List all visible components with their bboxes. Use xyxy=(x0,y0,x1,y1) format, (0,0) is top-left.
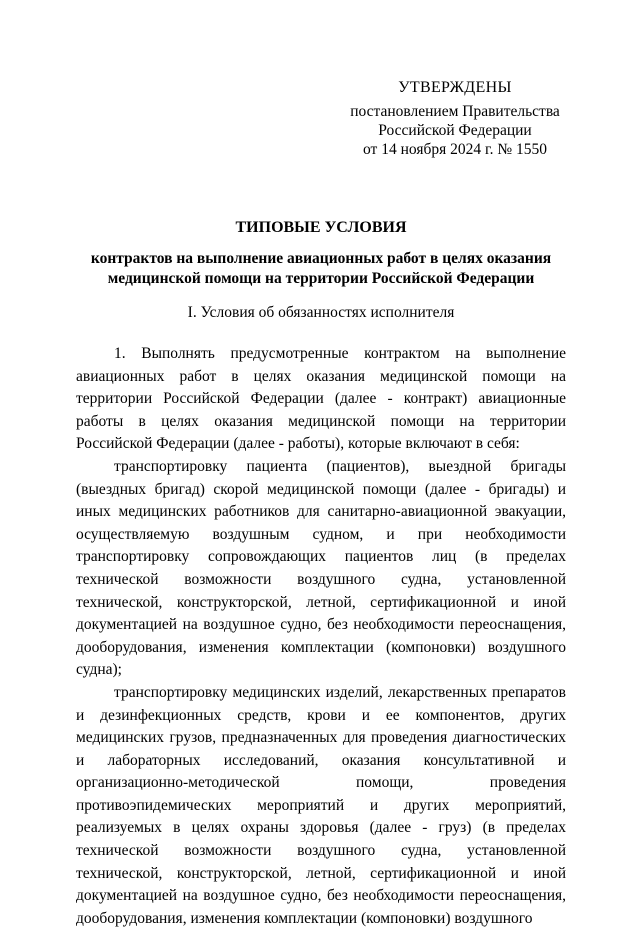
document-subtitle-line-1: контрактов на выполнение авиационных работ в целях оказания xyxy=(90,250,552,267)
approval-line-1: постановлением Правительства xyxy=(350,103,560,120)
body-paragraph-2: транспортировку пациента (пациентов), выездной бригады (выездных бригад) скорой медицинской помощи (далее - бригады) и иных медицинских работников для санитарно-авиационной эвакуации, осуществляемую воздушным судном, и при необходимости транспортировку сопровождающих пациентов лиц (в пределах технической возможности воздушного судна, установленной технической, конструкторской, летной, сертификационной и иной документацией на воздушное судно, без необходимости переоснащения, дооборудования, изменения комплектации (компоновки) воздушного судна); xyxy=(76,457,566,679)
approval-heading: УТВЕРЖДЕНЫ xyxy=(398,79,512,96)
body-paragraph-3: транспортировку медицинских изделий, лекарственных препаратов и дезинфекционных средств, крови и ее компонентов, других медицинских грузов, предназначенных для проведения диагностических и лабораторных исследований, оказания консультативной и организационно-методической помощи, проведения противоэпидемических мероприятий и других мероприятий, реализуемых в целях охраны здоровья (далее - груз) (в пределах технической возможности воздушного судна, установленной технической, конструкторской, летной, сертификационной и иной документацией на воздушное судно, без необходимости переоснащения, дооборудования, изменения комплектации (компоновки) воздушного xyxy=(76,683,566,927)
body-paragraph-1: 1. Выполнять предусмотренные контрактом на выполнение авиационных работ в целях оказания медицинской помощи на территории Российской Федерации (далее - контракт) авиационные работы в целях оказания медицинской помощи на территории Российской Федерации (далее - работы), которые включают в себя: xyxy=(76,345,566,453)
document-title: ТИПОВЫЕ УСЛОВИЯ xyxy=(235,219,407,236)
approval-line-2: Российской Федерации xyxy=(378,122,532,139)
document-subtitle-line-2: медицинской помощи на территории Российской Федерации xyxy=(107,270,535,287)
document-body xyxy=(76,343,566,930)
section-heading: I. Условия об обязанностях исполнителя xyxy=(187,304,455,321)
approval-stamp xyxy=(330,78,580,159)
document-title-block xyxy=(76,218,566,289)
approval-line-3: от 14 ноября 2024 г. № 1550 xyxy=(363,141,547,158)
